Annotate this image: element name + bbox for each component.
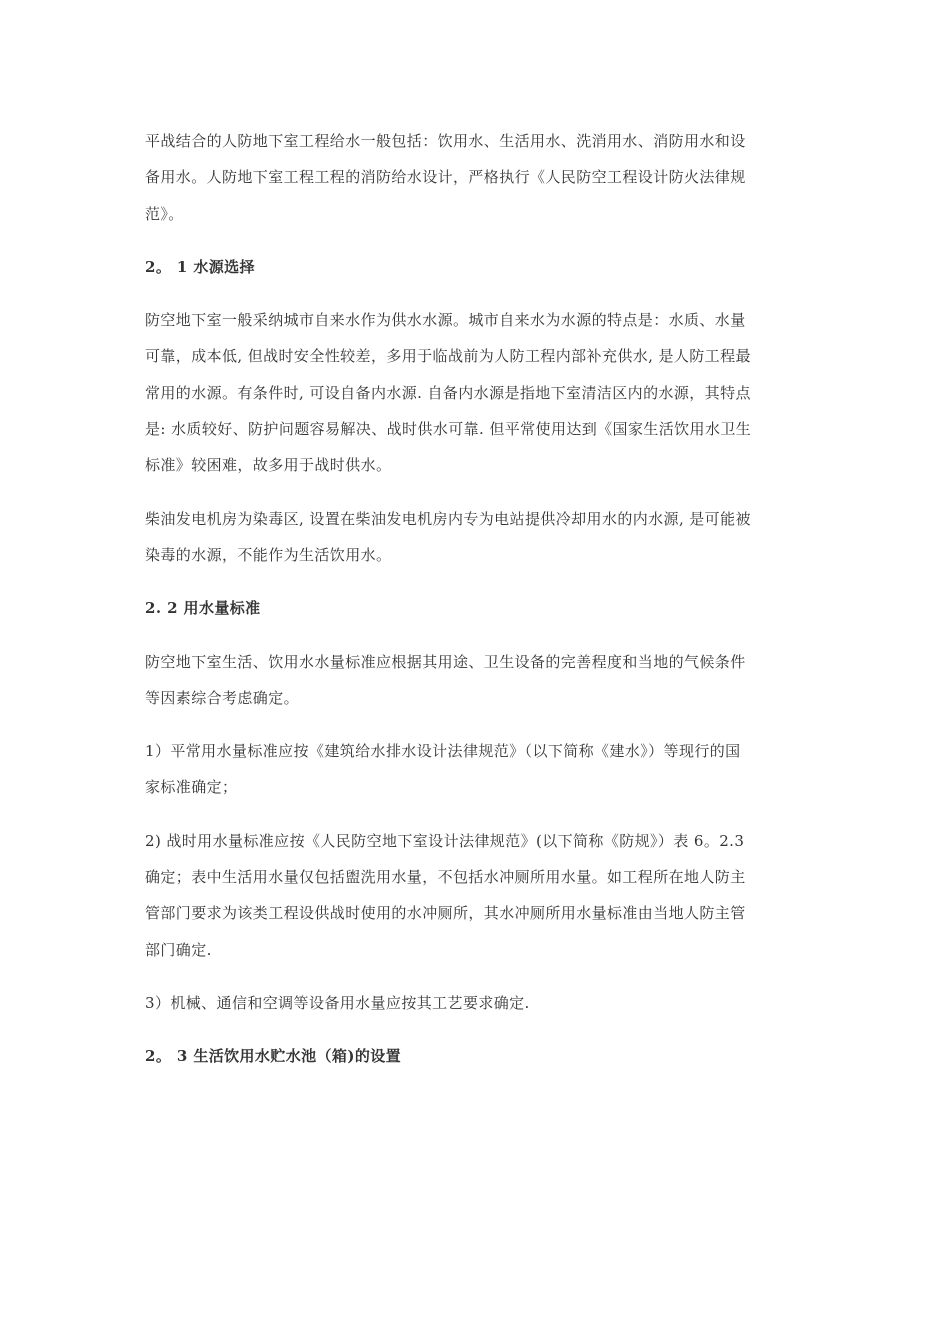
text-line: 是: 水质较好、防护问题容易解决、战时供水可靠. 但平常使用达到《国家生活饮用水卫生 [145,420,752,439]
section-heading-2-2 [145,590,810,626]
text-line: 备用水。人防地下室工程工程的消防给水设计，严格执行《人民防空工程设计防火法律规 [145,168,746,187]
text-line: 1）平常用水量标准应按《建筑给水排水设计法律规范》（以下简称《建水》）等现行的国 [145,742,741,761]
list-item-1 [145,733,810,806]
text-line: 标准》较困难，故多用于战时供水。 [145,456,392,475]
text-line: 等因素综合考虑确定。 [145,688,300,707]
text-line: 染毒的水源，不能作为生活饮用水。 [145,545,392,564]
text-line: 柴油发电机房为染毒区, 设置在柴油发电机房内专为电站提供冷却用水的内水源, 是可能被 [145,509,751,528]
text-line: 管部门要求为该类工程设供战时使用的水冲厕所，其水冲厕所用水量标准由当地人防主管 [145,904,746,923]
list-item-3 [145,985,810,1021]
text-line: 平战结合的人防地下室工程给水一般包括：饮用水、生活用水、洗消用水、消防用水和设 [145,132,746,150]
text-line: 部门确定. [145,940,212,959]
text-line: 常用的水源。有条件时, 可设自备内水源. 自备内水源是指地下室清洁区内的水源，其特点 [145,383,751,402]
text-line: 范》。 [145,204,184,223]
heading-text: 2. 2 用水量标准 [145,599,261,618]
section-heading-2-3 [145,1038,810,1074]
text-line: 3）机械、通信和空调等设备用水量应按其工艺要求确定. [145,993,530,1012]
text-line: 可靠，成本低, 但战时安全性较差，多用于临战前为人防工程内部补充供水, 是人防工程最 [145,347,751,366]
intro-paragraph [145,123,810,232]
section-heading-2-1 [145,249,810,285]
water-standard-paragraph [145,644,810,717]
water-source-paragraph [145,302,810,483]
text-line: 2) 战时用水量标准应按《人民防空地下室设计法律规范》(以下简称《防规》）表 6。2.3 [145,831,745,850]
list-item-2 [145,823,810,968]
text-line: 防空地下室生活、饮用水水量标准应根据其用途、卫生设备的完善程度和当地的气候条件 [145,652,746,671]
heading-text: 2。 1 水源选择 [145,257,255,276]
diesel-room-paragraph [145,501,810,574]
document-page [145,123,810,1092]
text-line: 防空地下室一般采纳城市自来水作为供水水源。城市自来水为水源的特点是：水质、水量 [145,311,746,330]
text-line: 家标准确定； [145,778,238,797]
text-line: 确定；表中生活用水量仅包括盥洗用水量，不包括水冲厕所用水量。如工程所在地人防主 [145,868,746,887]
heading-text: 2。 3 生活饮用水贮水池（箱)的设置 [145,1047,402,1066]
